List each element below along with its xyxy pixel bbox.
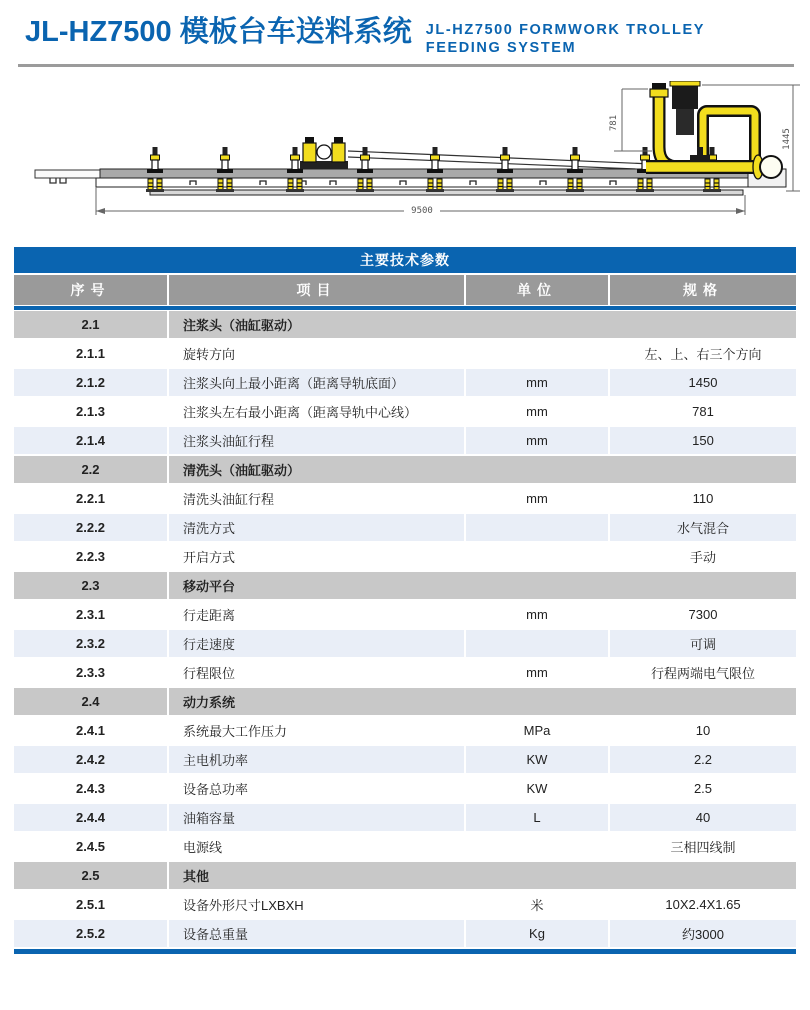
cell-no: 2.5.1 [14,890,168,919]
cell-spec: 7300 [609,600,796,629]
cell-unit: Kg [465,919,609,948]
table-title: 主要技术参数 [14,247,796,273]
cell-item: 油箱容量 [168,803,465,832]
page-title-english-line2: FEEDING SYSTEM [425,40,577,57]
cell-no: 2.3 [14,571,168,600]
cell-unit: mm [465,368,609,397]
cell-item: 开启方式 [168,542,465,571]
cell-item: 设备外形尺寸LXBXH [168,890,465,919]
table-bottom-accent-line [14,949,796,954]
cell-unit: mm [465,426,609,455]
cell-item: 设备总功率 [168,774,465,803]
table-row [14,542,796,571]
cell-no: 2.1 [14,310,168,339]
page-header [0,0,810,57]
cell-no: 2.4.4 [14,803,168,832]
cell-no: 2.1.1 [14,339,168,368]
cell-item: 行走速度 [168,629,465,658]
trolley-side-view-drawing [0,81,810,239]
cell-item: 清洗头油缸行程 [168,484,465,513]
cell-spec: 10 [609,716,796,745]
cell-unit [465,339,609,368]
cell-item: 电源线 [168,832,465,861]
cell-no: 2.3.1 [14,600,168,629]
cell-item: 移动平台 [168,571,796,600]
table-row [14,600,796,629]
cell-unit: KW [465,774,609,803]
cell-spec: 水气混合 [609,513,796,542]
cell-unit: mm [465,397,609,426]
cell-no: 2.3.3 [14,658,168,687]
cell-item: 主电机功率 [168,745,465,774]
cell-no: 2.4 [14,687,168,716]
cell-item: 设备总重量 [168,919,465,948]
table-header [14,275,796,310]
cell-item: 注浆头油缸行程 [168,426,465,455]
dim-9500-label: 9500 [411,206,433,217]
cell-spec: 781 [609,397,796,426]
cell-no: 2.4.3 [14,774,168,803]
dimension-781 [609,89,652,151]
table-row [14,919,796,948]
cell-unit: mm [465,484,609,513]
cell-no: 2.3.2 [14,629,168,658]
cell-no: 2.1.3 [14,397,168,426]
cell-no: 2.1.2 [14,368,168,397]
cell-item: 行程限位 [168,658,465,687]
cell-item: 动力系统 [168,687,796,716]
section-row [14,571,796,600]
table-row [14,832,796,861]
cell-spec: 2.2 [609,745,796,774]
cell-no: 2.4.1 [14,716,168,745]
cell-spec: 2.5 [609,774,796,803]
header-divider [18,64,794,67]
table-row [14,803,796,832]
page-title-english-line1: JL-HZ7500 FORMWORK TROLLEY [425,22,705,38]
table-row [14,745,796,774]
cell-item: 清洗方式 [168,513,465,542]
cell-unit [465,629,609,658]
cell-item: 系统最大工作压力 [168,716,465,745]
cell-no: 2.2.3 [14,542,168,571]
cell-unit: MPa [465,716,609,745]
table-row [14,397,796,426]
column-header-item: 项目 [168,275,465,305]
machine-diagram [0,81,810,239]
cell-spec: 行程两端电气限位 [609,658,796,687]
column-header-no: 序号 [14,275,168,305]
cell-spec: 1450 [609,368,796,397]
cell-item: 行走距离 [168,600,465,629]
table-row [14,774,796,803]
cell-spec: 三相四线制 [609,832,796,861]
cell-spec: 110 [609,484,796,513]
cell-unit: 米 [465,890,609,919]
cell-unit: L [465,803,609,832]
column-header-unit: 单位 [465,275,609,305]
cell-spec: 左、上、右三个方向 [609,339,796,368]
cell-spec: 约3000 [609,919,796,948]
cell-no: 2.5 [14,861,168,890]
cell-item: 注浆头左右最小距离（距离导轨中心线） [168,397,465,426]
section-row [14,455,796,484]
column-header-spec: 规格 [609,275,796,305]
cell-item: 其他 [168,861,796,890]
cell-spec: 可调 [609,629,796,658]
page-title: JL-HZ7500 模板台车送料系统 [25,16,412,48]
cell-item: 注浆头（油缸驱动） [168,310,796,339]
cell-unit [465,832,609,861]
cell-unit [465,513,609,542]
table-row [14,658,796,687]
dim-781-label: 781 [609,115,619,132]
cell-unit: KW [465,745,609,774]
table-row [14,629,796,658]
spec-table-wrap [14,247,796,954]
cell-no: 2.2.2 [14,513,168,542]
cell-item: 注浆头向上最小距离（距离导轨底面） [168,368,465,397]
table-row [14,716,796,745]
cell-unit: mm [465,600,609,629]
table-body [14,310,796,948]
section-row [14,310,796,339]
table-row [14,339,796,368]
page-title-english [426,21,705,57]
cell-spec: 150 [609,426,796,455]
cell-item: 清洗头（油缸驱动） [168,455,796,484]
table-row [14,484,796,513]
cell-spec: 10X2.4X1.65 [609,890,796,919]
cell-unit [465,542,609,571]
cell-no: 2.2 [14,455,168,484]
spec-table [14,275,796,949]
table-row [14,890,796,919]
cell-spec: 40 [609,803,796,832]
dim-1445-label: 1445 [782,128,792,151]
table-row [14,513,796,542]
cell-unit: mm [465,658,609,687]
cell-spec: 手动 [609,542,796,571]
cell-no: 2.5.2 [14,919,168,948]
cell-no: 2.4.5 [14,832,168,861]
table-row [14,368,796,397]
cell-no: 2.2.1 [14,484,168,513]
table-row [14,426,796,455]
section-row [14,861,796,890]
cell-no: 2.4.2 [14,745,168,774]
cell-item: 旋转方向 [168,339,465,368]
cell-no: 2.1.4 [14,426,168,455]
section-row [14,687,796,716]
